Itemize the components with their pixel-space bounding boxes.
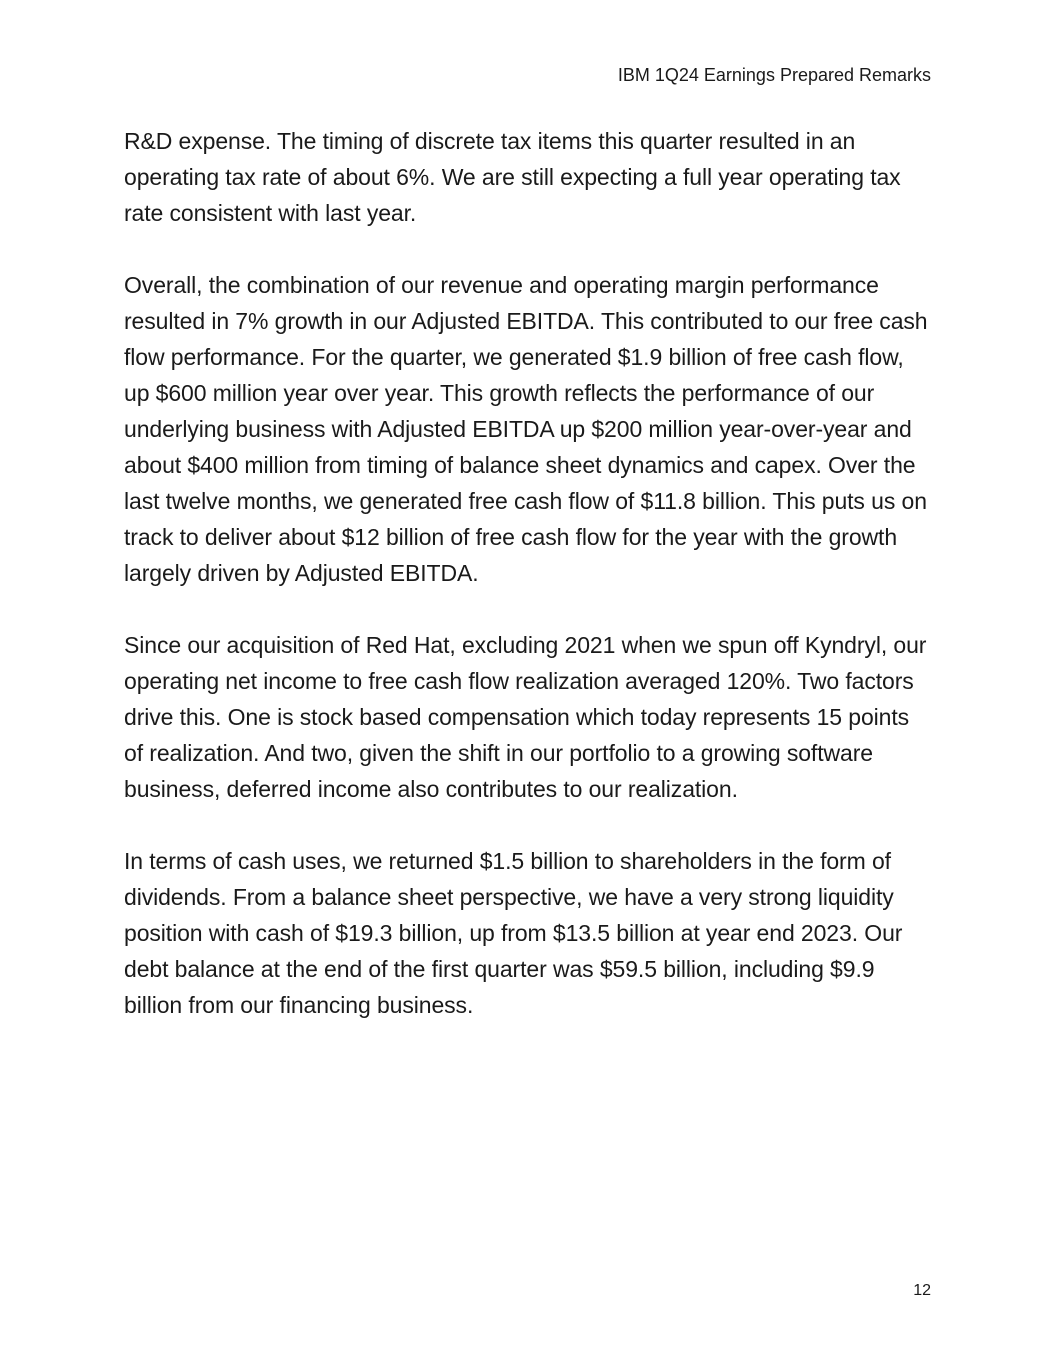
paragraph-tax-rate: R&D expense. The timing of discrete tax items this quarter resulted in an operating tax rate of about 6%. We are still expecting a full year operating tax rate consistent with last year.	[124, 128, 901, 226]
body-text	[124, 123, 934, 1023]
paragraph-realization: Since our acquisition of Red Hat, excluding 2021 when we spun off Kyndryl, our operating net income to free cash flow realization averaged 120%. Two factors drive this. One is stock based compensation which today represents 15 points of realization. And two, given the shift in our portfolio to a growing software business, deferred income also contributes to our realization.	[124, 632, 927, 802]
paragraph-free-cash-flow: Overall, the combination of our revenue and operating margin performance resulted in 7% growth in our Adjusted EBITDA. This contributed to our free cash flow performance. For the quarter, we generated $1.9 billion of free cash flow, up $600 million year over year. This growth reflects the performance of our underlying business with Adjusted EBITDA up $200 million year-over-year and about $400 million from timing of balance sheet dynamics and capex. Over the last twelve months, we generated free cash flow of $11.8 billion. This puts us on track to deliver about $12 billion of free cash flow for the year with the growth largely driven by Adjusted EBITDA.	[124, 272, 928, 586]
page-number: 12	[913, 1282, 931, 1299]
paragraph-cash-uses: In terms of cash uses, we returned $1.5 billion to shareholders in the form of dividends. From a balance sheet perspective, we have a very strong liquidity position with cash of $19.3 billion, up from $13.5 billion at year end 2023. Our debt balance at the end of the first quarter was $59.5 billion, including $9.9 billion from our financing business.	[124, 848, 903, 1018]
running-header-title: IBM 1Q24 Earnings Prepared Remarks	[617, 65, 931, 85]
